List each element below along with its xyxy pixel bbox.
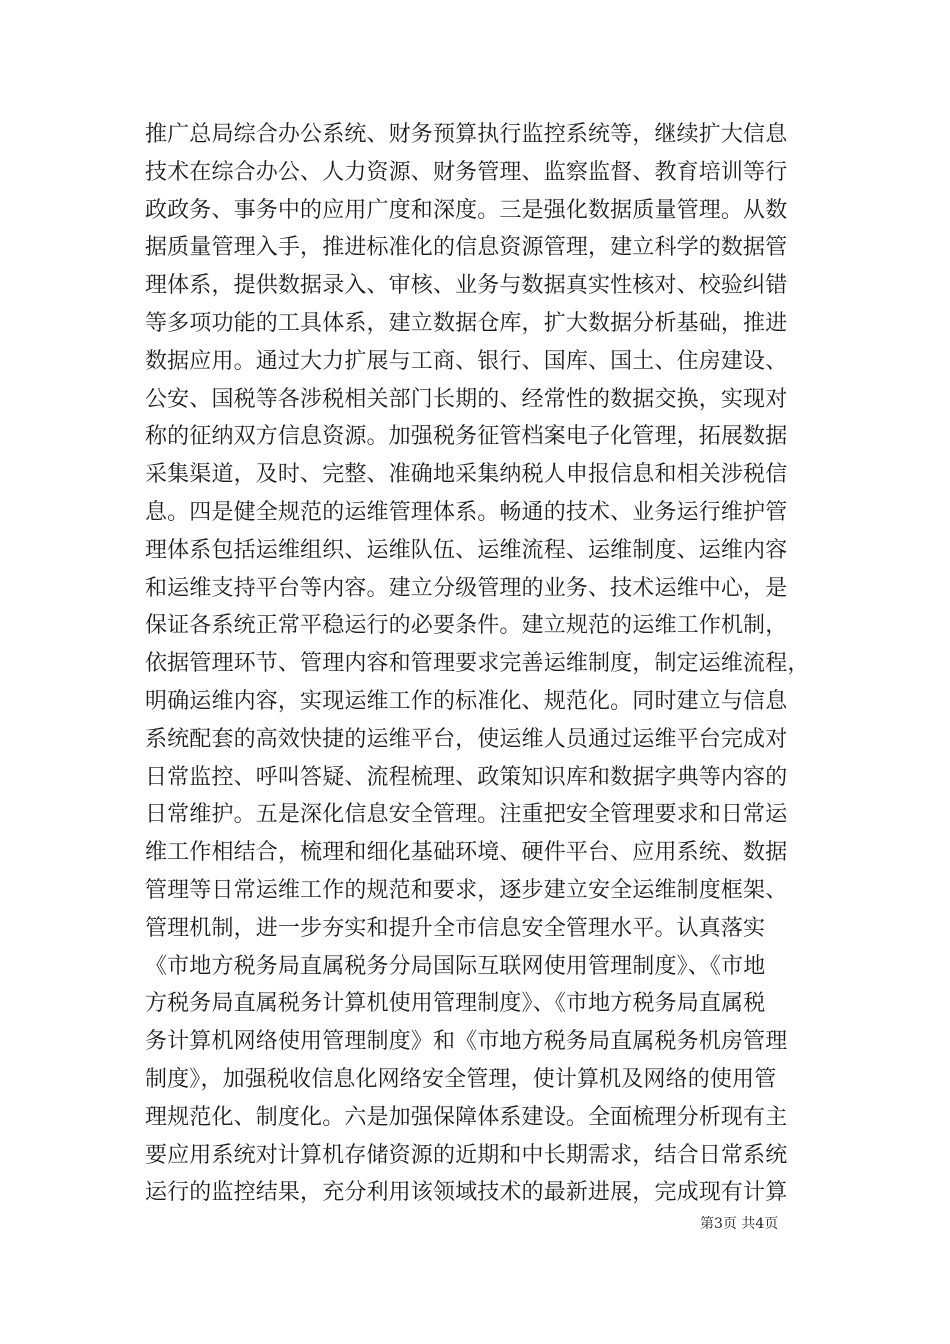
- paragraph-line: 称的征纳双方信息资源。加强税务征管档案电子化管理，拓展数据: [145, 424, 788, 450]
- paragraph-line: 日常维护。五是深化信息安全管理。注重把安全管理要求和日常运: [145, 802, 788, 828]
- paragraph-line: 依据管理环节、管理内容和管理要求完善运维制度，制定运维流程，: [145, 651, 810, 677]
- paragraph-line: 方税务局直属税务计算机使用管理制度》、《市地方税务局直属税: [145, 991, 766, 1017]
- paragraph-line: 和运维支持平台等内容。建立分级管理的业务、技术运维中心，是: [145, 575, 788, 601]
- paragraph-line: 据质量管理入手，推进标准化的信息资源管理，建立科学的数据管: [145, 235, 788, 261]
- paragraph-line: 息。四是健全规范的运维管理体系。畅通的技术、业务运行维护管: [145, 499, 788, 525]
- paragraph-line: 保证各系统正常平稳运行的必要条件。建立规范的运维工作机制，: [145, 613, 788, 639]
- paragraph-line: 制度》，加强税收信息化网络安全管理，使计算机及网络的使用管: [145, 1066, 777, 1092]
- paragraph-line: 《市地方税务局直属税务分局国际互联网使用管理制度》、《市地: [145, 953, 766, 979]
- body-text: [145, 116, 815, 1212]
- paragraph-line: 维工作相结合，梳理和细化基础环境、硬件平台、应用系统、数据: [145, 840, 788, 866]
- paragraph-line: 系统配套的高效快捷的运维平台，使运维人员通过运维平台完成对: [145, 726, 788, 752]
- paragraph-line: 管理等日常运维工作的规范和要求，逐步建立安全运维制度框架、: [145, 877, 788, 903]
- paragraph-line: 要应用系统对计算机存储资源的近期和中长期需求，结合日常系统: [145, 1142, 788, 1168]
- paragraph-line: 日常监控、呼叫答疑、流程梳理、政策知识库和数据字典等内容的: [145, 764, 788, 790]
- paragraph-line: 运行的监控结果，充分利用该领域技术的最新进展，完成现有计算: [145, 1180, 788, 1206]
- paragraph-line: 明确运维内容，实现运维工作的标准化、规范化。同时建立与信息: [145, 688, 788, 714]
- paragraph-line: 等多项功能的工具体系，建立数据仓库，扩大数据分析基础，推进: [145, 310, 788, 336]
- paragraph-line: 推广总局综合办公系统、财务预算执行监控系统等，继续扩大信息: [145, 122, 788, 147]
- paragraph-line: 数据应用。通过大力扩展与工商、银行、国库、国土、住房建设、: [145, 348, 788, 374]
- paragraph-line: 采集渠道，及时、完整、准确地采集纳税人申报信息和相关涉税信: [145, 462, 788, 488]
- page-number-footer: 第3页 共4页: [700, 1216, 779, 1232]
- paragraph-line: 理体系包括运维组织、运维队伍、运维流程、运维制度、运维内容: [145, 537, 788, 563]
- paragraph-line: 技术在综合办公、人力资源、财务管理、监察监督、教育培训等行: [145, 159, 788, 185]
- paragraph-line: 政政务、事务中的应用广度和深度。三是强化数据质量管理。从数: [145, 197, 788, 223]
- paragraph-line: 理规范化、制度化。六是加强保障体系建设。全面梳理分析现有主: [145, 1104, 788, 1130]
- paragraph-line: 公安、国税等各涉税相关部门长期的、经常性的数据交换，实现对: [145, 386, 788, 412]
- paragraph-line: 理体系，提供数据录入、审核、业务与数据真实性核对、校验纠错: [145, 273, 788, 299]
- paragraph-line: 务计算机网络使用管理制度》和《市地方税务局直属税务机房管理: [145, 1029, 788, 1055]
- paragraph-line: 管理机制，进一步夯实和提升全市信息安全管理水平。认真落实: [145, 915, 766, 941]
